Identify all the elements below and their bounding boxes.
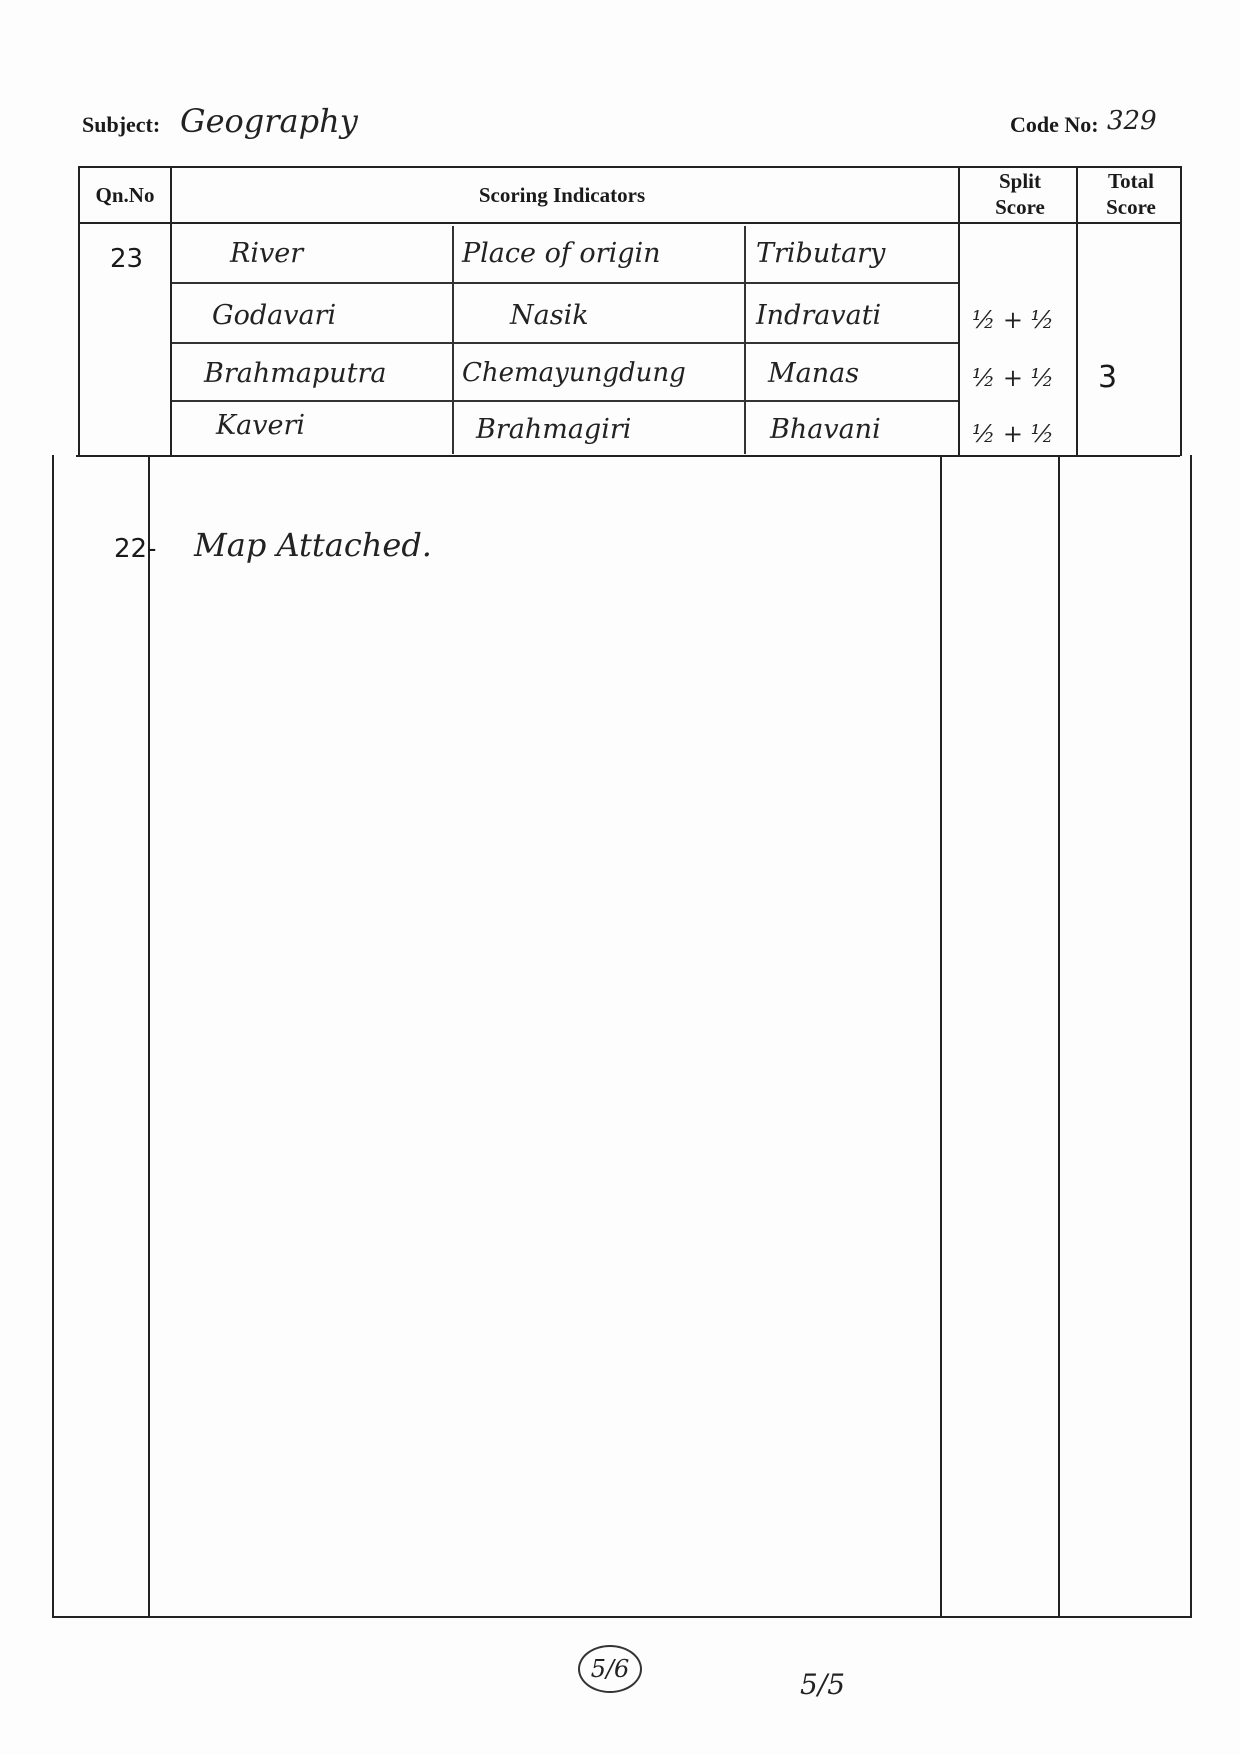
- q23-tributary-1: Indravati: [756, 300, 882, 331]
- header-total-score: [1080, 168, 1182, 220]
- table-left-border-top: [78, 166, 80, 456]
- table-bottom-border: [52, 1616, 1192, 1618]
- q23-river-2: Brahmaputra: [204, 358, 387, 389]
- q23-total-score: 3: [1098, 360, 1118, 395]
- q23-col-river: River: [230, 238, 304, 269]
- header-total-line2: Score: [1106, 195, 1156, 219]
- split-column-divider-top: [958, 166, 960, 456]
- header-split-line2: Score: [995, 195, 1045, 219]
- q23-tributary-2: Manas: [768, 358, 860, 389]
- inner-grid-line: [172, 342, 958, 344]
- header-split-score: [962, 168, 1078, 220]
- q23-origin-2: Chemayungdung: [462, 358, 686, 388]
- code-label: Code No:: [1010, 112, 1099, 137]
- header-split-line1: Split: [998, 169, 1042, 193]
- header-scoring-indicators: Scoring Indicators: [478, 183, 646, 207]
- q23-separator-line: [76, 455, 1180, 457]
- q23-split-3: ½ + ½: [972, 420, 1054, 448]
- subject-label: Subject:: [82, 112, 161, 137]
- circled-page-mark: 5/6: [578, 1645, 642, 1693]
- q23-split-1: ½ + ½: [972, 306, 1054, 334]
- page-mark: 5/5: [800, 1668, 846, 1701]
- table-left-border-bottom: [52, 455, 54, 1617]
- total-column-divider-bottom: [1058, 455, 1060, 1617]
- table-header-bottom-border: [78, 222, 1182, 224]
- code-value: 329: [1107, 106, 1157, 136]
- inner-grid-divider: [744, 226, 746, 454]
- qn-column-divider-bottom: [148, 455, 150, 1617]
- header-total-line1: Total: [1108, 169, 1154, 193]
- q23-origin-3: Brahmagiri: [476, 414, 632, 445]
- inner-grid-divider: [452, 226, 454, 454]
- split-column-divider-bottom: [940, 455, 942, 1617]
- q23-number: 23: [110, 244, 144, 274]
- header-qn-no: Qn.No: [95, 183, 155, 207]
- q22-answer: Map Attached.: [194, 526, 432, 564]
- table-right-border-bottom: [1190, 455, 1192, 1617]
- q23-river-3: Kaveri: [216, 410, 306, 441]
- inner-grid-line: [172, 282, 958, 284]
- qn-column-divider-top: [170, 166, 172, 456]
- q23-col-tributary: Tributary: [756, 238, 886, 269]
- q23-river-1: Godavari: [212, 300, 337, 331]
- q23-origin-1: Nasik: [510, 300, 589, 331]
- q23-tributary-3: Bhavani: [770, 414, 881, 445]
- q23-col-origin: Place of origin: [462, 238, 661, 269]
- subject-value: Geography: [180, 102, 358, 140]
- q22-number: 22-: [114, 534, 157, 564]
- q23-split-2: ½ + ½: [972, 364, 1054, 392]
- inner-grid-line: [172, 400, 958, 402]
